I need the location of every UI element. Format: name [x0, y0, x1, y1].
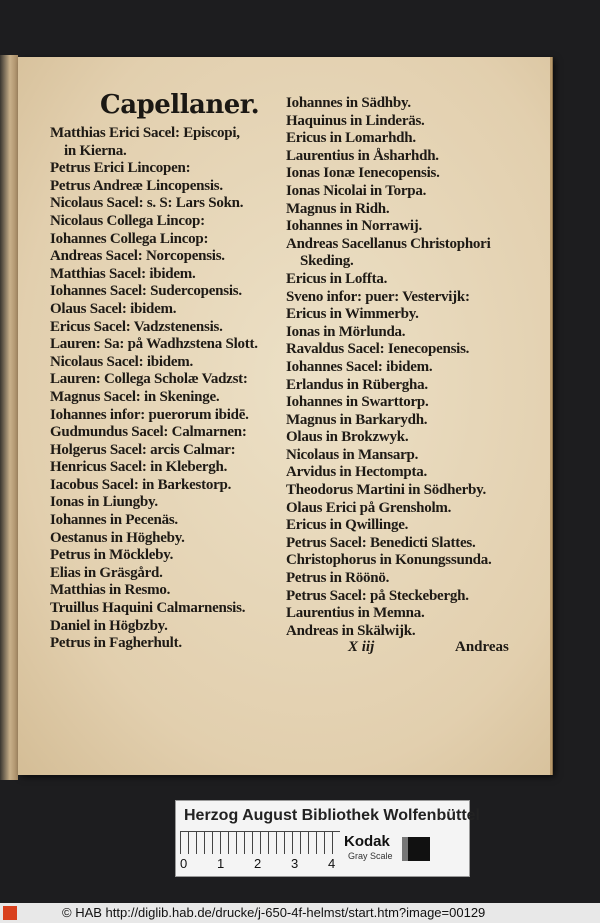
scale-ruler	[180, 831, 340, 854]
book-page	[18, 57, 552, 775]
ruler-label: 1	[217, 856, 225, 871]
ruler-label: 2	[254, 856, 262, 871]
entry-line: Nicolaus Sacel: s. S: Lars Sokn.	[50, 195, 244, 212]
entry-line: Iohannes infor: puerorum ibidē.	[50, 406, 249, 423]
left-column	[50, 85, 290, 653]
entry-line: Ravaldus Sacel: Ienecopensis.	[286, 341, 470, 358]
left-column-lines	[50, 125, 290, 653]
entry-line: Matthias in Resmo.	[50, 582, 171, 599]
entry-line: Theodorus Martini in Södherby.	[286, 482, 487, 499]
entry-line: Henricus Sacel: in Klebergh.	[50, 459, 228, 476]
entry-line: Christophorus in Konungssunda.	[286, 552, 492, 569]
entry-line: Petrus Sacel: Benedicti Slattes.	[286, 534, 476, 551]
entry-line: Iacobus Sacel: in Barkestorp.	[50, 476, 232, 493]
credit-link[interactable]: © HAB http://diglib.hab.de/drucke/j-650-4f-helmst/start.htm?image=00129	[62, 905, 486, 920]
ruler-labels	[180, 856, 340, 872]
entry-line: Magnus Sacel: in Skeninge.	[50, 388, 220, 405]
entry-line: Ionas in Liungby.	[50, 494, 158, 511]
entry-line: Truillus Haquini Calmarnensis.	[50, 600, 246, 617]
entry-line: Nicolaus Sacel: ibidem.	[50, 353, 193, 370]
gray-scale-label: Gray Scale	[348, 851, 393, 861]
entry-line: Petrus Andreæ Lincopensis.	[50, 177, 223, 194]
entry-line: Ericus in Lomarhdh.	[286, 130, 416, 147]
entry-line: Nicolaus Collega Lincop:	[50, 212, 205, 229]
entry-line: Andreas Sacellanus Christophori	[286, 235, 491, 252]
entry-line: Matthias Erici Sacel: Episcopi,	[50, 125, 240, 141]
entry-line: Iohannes Sacel: Sudercopensis.	[50, 283, 242, 300]
entry-line: Ionas Nicolai in Torpa.	[286, 182, 427, 199]
entry-line: Gudmundus Sacel: Calmarnen:	[50, 424, 247, 441]
entry-line: Elias in Gräsgård.	[50, 564, 163, 581]
entry-line: Iohannes Sacel: ibidem.	[286, 358, 433, 375]
entry-line: Petrus Erici Lincopen:	[50, 160, 191, 177]
entry-line: Iohannes in Swarttorp.	[286, 394, 429, 411]
black-swatch	[408, 837, 430, 861]
entry-line: Petrus Sacel: på Steckebergh.	[286, 587, 469, 604]
entry-line: Magnus in Barkarydh.	[286, 411, 428, 428]
entry-line: Ericus in Loffta.	[286, 270, 388, 287]
entry-line: Sveno infor: puer: Vestervijk:	[286, 288, 470, 305]
entry-line: Petrus in Fagherhult.	[50, 635, 182, 652]
ruler-label: 0	[180, 856, 188, 871]
entry-line: Laurentius in Memna.	[286, 605, 425, 622]
book-left-edge	[0, 55, 18, 780]
right-column	[286, 95, 548, 640]
entry-line: Iohannes Collega Lincop:	[50, 230, 209, 247]
kodak-logo: Kodak	[344, 833, 390, 850]
entry-line: Iohannes in Pecenäs.	[50, 512, 178, 529]
entry-line: Iohannes in Norrawij.	[286, 218, 423, 235]
library-name: Herzog August Bibliothek Wolfenbüttel	[184, 807, 480, 824]
entry-line: Ericus Sacel: Vadzstenensis.	[50, 318, 223, 335]
entry-line: Matthias Sacel: ibidem.	[50, 265, 196, 282]
entry-line: Lauren: Sa: på Wadhzstena Slott.	[50, 336, 258, 353]
entry-line: Holgerus Sacel: arcis Calmar:	[50, 441, 236, 458]
entry-line: Nicolaus in Mansarp.	[286, 446, 419, 463]
entry-line: Erlandus in Rübergha.	[286, 376, 428, 393]
page-heading: Capellaner.	[100, 90, 260, 120]
entry-line: Olaus in Brokzwyk.	[286, 429, 409, 446]
ruler-label: 3	[291, 856, 299, 871]
signature-mark: X iij	[348, 639, 375, 655]
color-reference-card	[175, 800, 480, 877]
entry-line: Magnus in Ridh.	[286, 200, 390, 217]
entry-line: Petrus in Röönö.	[286, 570, 390, 587]
entry-line: Ionas Ionæ Ienecopensis.	[286, 165, 440, 182]
credit-bar	[0, 903, 600, 923]
ruler-label: 4	[328, 856, 336, 871]
entry-line: Arvidus in Hectompta.	[286, 464, 427, 481]
entry-line: Oestanus in Högheby.	[50, 529, 185, 546]
entry-line: Ericus in Wimmerby.	[286, 306, 419, 323]
entry-line: Laurentius in Åsharhdh.	[286, 147, 439, 164]
entry-line: Iohannes in Sädhby.	[286, 95, 411, 111]
entry-line: Andreas Sacel: Norcopensis.	[50, 248, 225, 265]
entry-line: Olaus Erici på Grensholm.	[286, 499, 452, 516]
catchword: Andreas	[455, 639, 509, 655]
entry-line: Skeding.	[300, 253, 354, 270]
entry-line: Daniel in Högbzby.	[50, 617, 168, 634]
entry-line: Haquinus in Linderäs.	[286, 112, 425, 129]
entry-line: Petrus in Möckleby.	[50, 547, 174, 564]
entry-line: Andreas in Skälwijk.	[286, 622, 416, 639]
hab-icon	[3, 906, 17, 920]
entry-line: in Kierna.	[64, 142, 127, 159]
entry-line: Ericus in Qwillinge.	[286, 517, 409, 534]
entry-line: Ionas in Mörlunda.	[286, 323, 406, 340]
right-column-lines	[286, 95, 548, 640]
entry-line: Olaus Sacel: ibidem.	[50, 300, 177, 317]
entry-line: Lauren: Collega Scholæ Vadzst:	[50, 371, 248, 388]
